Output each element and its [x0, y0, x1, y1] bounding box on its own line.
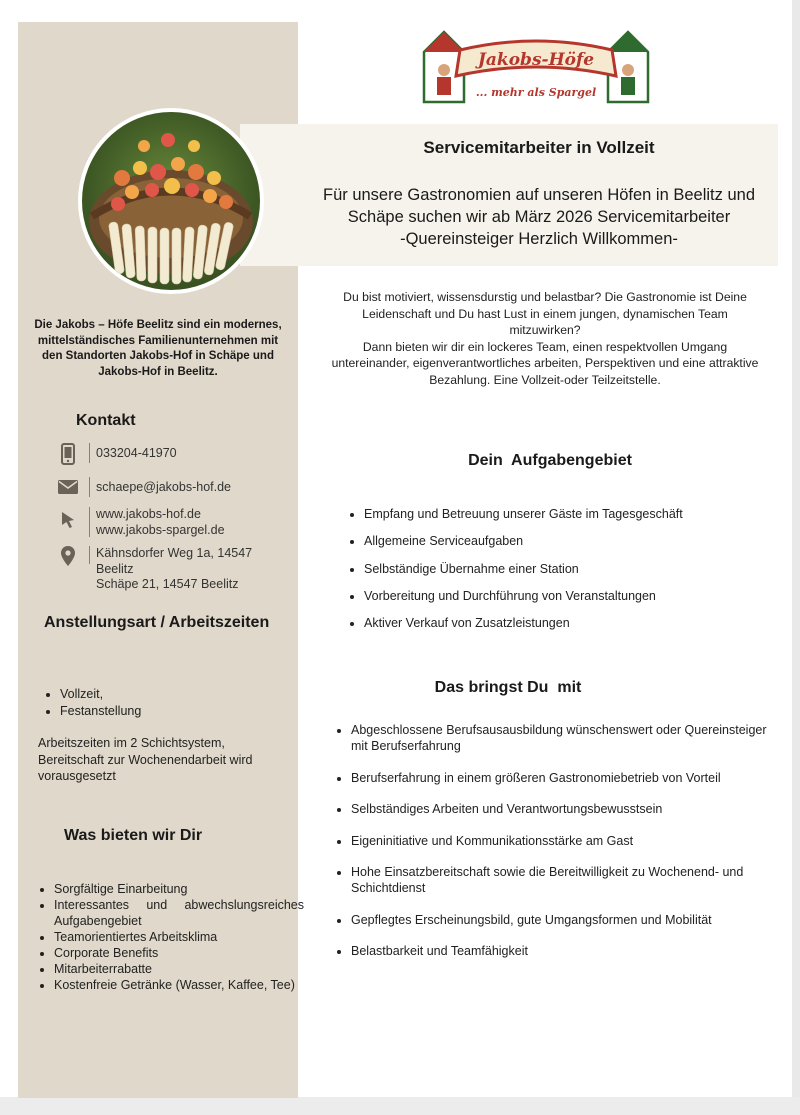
- contact-email-value[interactable]: schaepe@jakobs-hof.de: [96, 480, 231, 494]
- company-description: Die Jakobs – Höfe Beelitz sind ein modernes, mittelständisches Familienunternehmen mit den Standorten Jakobs-Hof in Schäpe und Jakobs-Hof in Beelitz.: [34, 319, 282, 378]
- intro-line: Für unsere Gastronomien auf unseren Höfen in Beelitz und: [323, 186, 755, 204]
- contact-web-value[interactable]: www.jakobs-hof.de www.jakobs-spargel.de: [96, 507, 225, 537]
- list-item: • Kostenfreie Getränke (Wasser, Kaffee, Tee): [54, 977, 304, 993]
- list-item: • Teamorientiertes Arbeitsklima: [54, 929, 304, 945]
- title-banner: [240, 124, 778, 266]
- aufgaben-list: [342, 506, 784, 642]
- list-item: • Sorgfältige Einarbeitung: [54, 881, 304, 897]
- list-item: • Selbständiges Arbeiten und Verantwortungsbewusstsein: [351, 801, 771, 817]
- contact-email: [56, 477, 296, 499]
- list-item: • Eigeninitiative und Kommunikationsstärke am Gast: [351, 833, 771, 849]
- list-item: • Vollzeit,: [60, 686, 141, 703]
- list-item: • Hohe Einsatzbereitschaft sowie die Bereitwilligkeit zu Wochenend- und Schichtdienst: [351, 864, 771, 896]
- anstellung-heading: Anstellungsart / Arbeitszeiten: [44, 614, 270, 631]
- list-item: • Vorbereitung und Durchführung von Veranstaltungen: [364, 588, 784, 604]
- bringst-heading: Das bringst Du mit: [434, 679, 582, 696]
- list-item: • Corporate Benefits: [54, 945, 304, 961]
- location-pin-icon: [56, 546, 80, 571]
- phone-icon: [56, 443, 80, 470]
- mail-icon: [56, 480, 80, 499]
- bringst-list: [330, 722, 771, 975]
- list-item: • Allgemeine Serviceaufgaben: [364, 533, 784, 549]
- job-title: Servicemitarbeiter in Vollzeit: [423, 138, 655, 157]
- motivation-text: Du bist motiviert, wissensdurstig und belastbar? Die Gastronomie ist Deine Leidenschaft und Du hast Lust in einem jungen, dynamischen Team mitzuwirken? Dann bieten wir dir ein lockeres Team, einen respektvollen Umgang untereinander, eigenverantwortliches arbeiten, Perspektiven und eine attraktive Bezahlung. Eine Vollzeit-oder Teilzeitstelle.: [331, 290, 759, 387]
- page-bottom-strip: [0, 1097, 800, 1115]
- contact-separator: [89, 477, 90, 497]
- list-item: • Aktiver Verkauf von Zusatzleistungen: [364, 615, 784, 631]
- asparagus-basket-photo: [78, 108, 264, 294]
- intro-line: Schäpe suchen wir ab März 2026 Servicemitarbeiter: [347, 208, 731, 226]
- contact-address: [56, 546, 296, 594]
- intro-text: [300, 184, 778, 250]
- list-item: • Festanstellung: [60, 703, 141, 720]
- cursor-icon: [56, 511, 80, 534]
- list-item: • Empfang und Betreuung unserer Gäste im Tagesgeschäft: [364, 506, 784, 522]
- list-item: • Gepflegtes Erscheinungsbild, gute Umgangsformen und Mobilität: [351, 912, 771, 928]
- logo-tagline-text: ... mehr als Spargel: [475, 86, 597, 99]
- benefits-list: [32, 881, 304, 993]
- contact-separator: [89, 507, 90, 537]
- page-edge: [792, 0, 800, 1115]
- anstellung-list: [38, 686, 141, 719]
- list-item: • Belastbarkeit und Teamfähigkeit: [351, 943, 771, 959]
- company-logo: [420, 30, 652, 106]
- list-item: • Berufserfahrung in einem größeren Gastronomiebetrieb von Vorteil: [351, 770, 771, 786]
- list-item: • Abgeschlossene Berufsausausbildung wünschenswert oder Quereinsteiger mit Berufserfahrung: [351, 722, 771, 754]
- contact-phone-value[interactable]: 033204-41970: [96, 446, 177, 460]
- contact-separator: [89, 443, 90, 463]
- list-item: • Interessantes und abwechslungsreiches Aufgabengebiet: [54, 897, 304, 929]
- arbeitszeiten-text: Arbeitszeiten im 2 Schichtsystem, Bereitschaft zur Wochenendarbeit wird vorausgesetzt: [38, 736, 253, 783]
- list-item: • Selbständige Übernahme einer Station: [364, 561, 784, 577]
- contact-separator: [89, 546, 90, 564]
- contact-web: [56, 507, 296, 539]
- benefits-heading: Was bieten wir Dir: [64, 827, 203, 844]
- kontakt-heading: Kontakt: [76, 412, 136, 429]
- list-item: • Mitarbeiterrabatte: [54, 961, 304, 977]
- contact-address-value: Kähnsdorfer Weg 1a, 14547 Beelitz Schäpe 21, 14547 Beelitz: [96, 546, 253, 591]
- aufgaben-heading: Dein Aufgabengebiet: [468, 452, 632, 469]
- logo-brand-text: Jakobs-Höfe: [477, 50, 595, 70]
- intro-line: -Quereinsteiger Herzlich Willkommen-: [400, 230, 678, 248]
- contact-phone: [56, 443, 296, 465]
